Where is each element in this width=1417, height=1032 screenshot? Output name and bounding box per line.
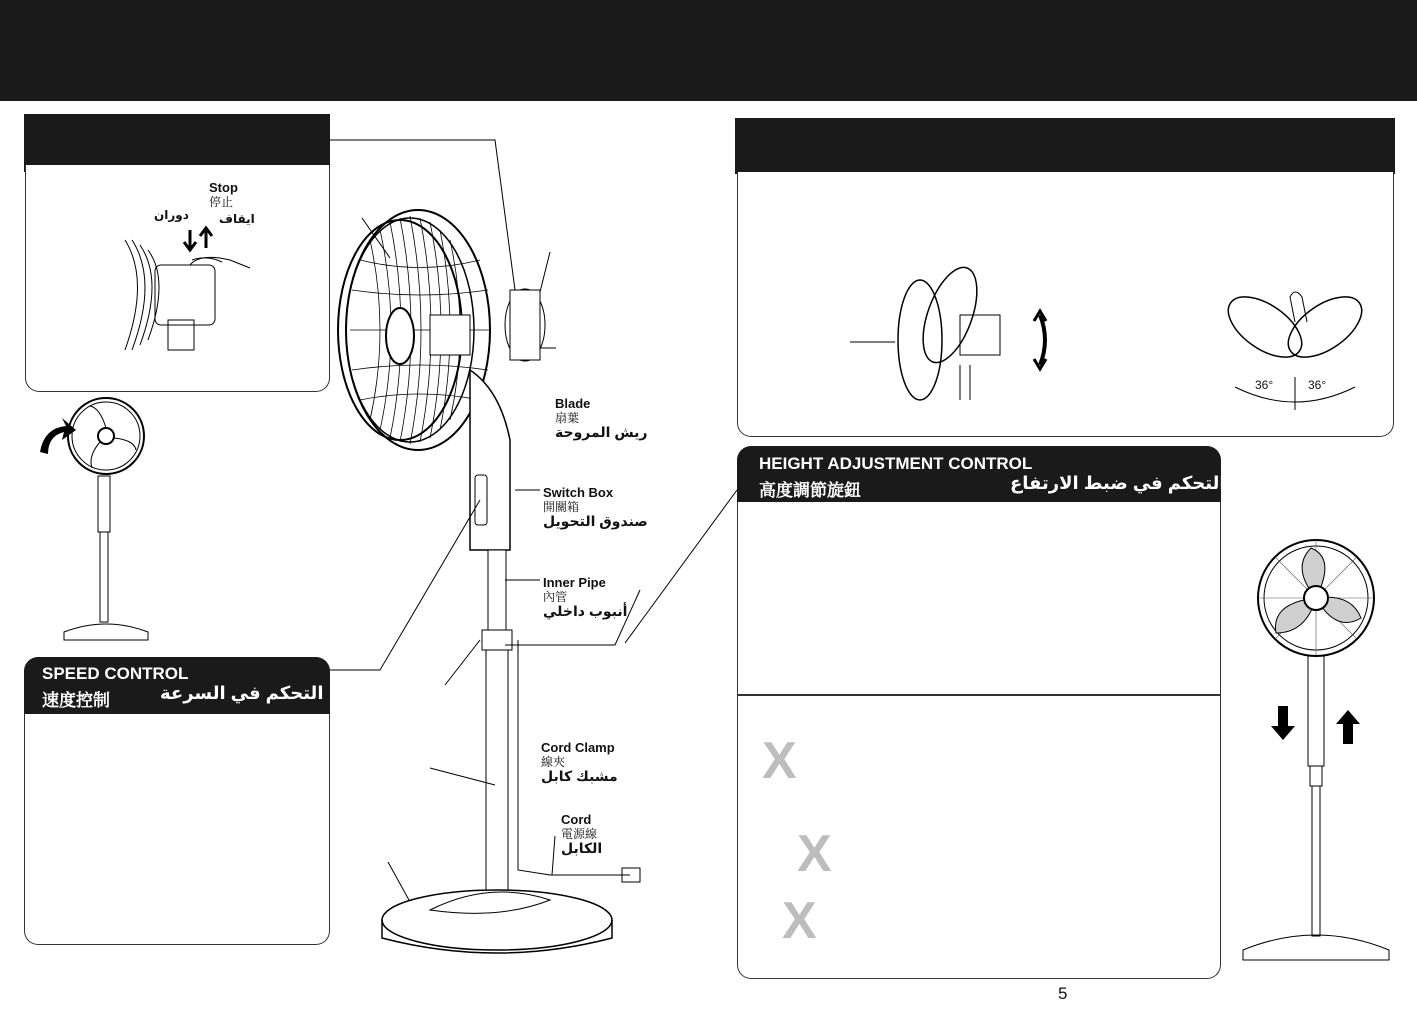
tilt-panel-header: [735, 118, 1395, 174]
blade-label: Blade 扇葉 ريش المروحة: [555, 396, 648, 440]
page-number: 5: [1058, 984, 1068, 1003]
height-fan-illustration: [1238, 538, 1398, 968]
stop-label-ar: ايقاف: [219, 212, 255, 226]
callout-line: [620, 488, 740, 648]
stop-panel-header: [24, 114, 330, 172]
main-fan-diagram: [330, 140, 660, 960]
speed-control-title-cn: 速度控制: [42, 691, 110, 710]
small-fan-illustration: [34, 392, 154, 647]
cord-label: Cord 電源線 الكابل: [561, 812, 603, 856]
height-down-arrow-icon: [1271, 706, 1295, 740]
speed-control-title: SPEED CONTROL: [42, 664, 189, 683]
switch-box-label: Switch Box 開關箱 صندوق التحويل: [543, 485, 648, 529]
angle-right-label: 36°: [1308, 378, 1327, 392]
height-control-title: HEIGHT ADJUSTMENT CONTROL: [759, 454, 1033, 473]
top-banner: [0, 0, 1417, 101]
oscillation-angle-illustration: [1220, 262, 1370, 412]
speed-control-panel: [24, 714, 330, 945]
rotate-label-ar: دوران: [154, 208, 189, 222]
warning-x-icon-1: X: [762, 732, 797, 790]
cord-clamp-label: Cord Clamp 線夾 مشبك كابل: [541, 740, 618, 784]
warning-x-icon-2: X: [797, 825, 832, 883]
height-panel-divider: [738, 694, 1220, 696]
tilt-illustration: [850, 265, 1060, 405]
stop-label: Stop 停止: [209, 180, 238, 209]
down-arrow-icon: [184, 230, 196, 250]
height-control-title-ar: التحكم في ضبط الارتفاع: [1010, 473, 1226, 493]
stop-illustration: [120, 220, 260, 360]
height-up-arrow-icon: [1336, 710, 1360, 744]
inner-pipe-label: Inner Pipe 內管 أنبوب داخلي: [543, 575, 628, 619]
height-control-title-cn: 高度調節旋鈕: [759, 481, 861, 500]
angle-left-label: 36°: [1255, 378, 1274, 392]
up-arrow-icon: [200, 228, 212, 248]
speed-control-title-ar: التحكم في السرعة: [160, 683, 324, 703]
warning-x-icon-3: X: [782, 892, 817, 950]
tilt-arrow-icon: [1040, 315, 1045, 365]
